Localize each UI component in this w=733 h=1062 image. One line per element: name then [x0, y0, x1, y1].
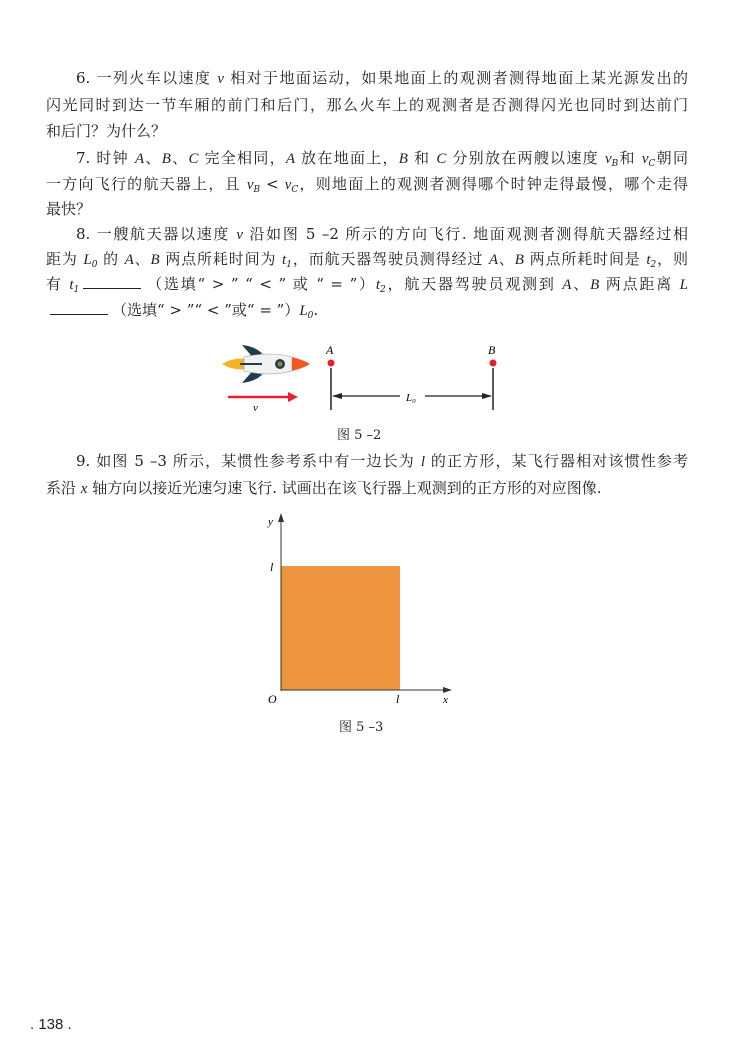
question-8-line [46, 274, 688, 300]
math-var: t [375, 277, 381, 293]
point-a-label: A [326, 343, 334, 357]
text-run: （选填“ > ” “ < ” 或 “ = ”） [145, 275, 376, 293]
figure-5-2-caption: 图 5 –2 [337, 428, 382, 443]
text-run: 两点距离 [599, 275, 680, 293]
math-subscript: 1 [73, 285, 80, 295]
text-run: 6. 一列火车以速度 [76, 69, 218, 87]
question-9-line [46, 451, 688, 472]
figure-5-2 [220, 335, 510, 420]
answer-blank [50, 300, 108, 315]
origin-label: O [268, 692, 277, 705]
text-run: . [313, 301, 319, 319]
math-subscript: B [611, 159, 619, 169]
math-symbol [436, 149, 446, 167]
point-a [328, 360, 335, 367]
x-axis-label: x [443, 694, 448, 705]
math-var: L [83, 252, 92, 268]
question-8-line [46, 300, 688, 326]
text-run: 、 [133, 250, 151, 268]
math-var: C [436, 151, 447, 167]
math-var: t [282, 252, 287, 268]
text-run: ，则 [656, 250, 688, 268]
math-var: A [285, 151, 296, 167]
figure-5-3 [255, 505, 465, 705]
math-subscript: 2 [650, 260, 657, 270]
question-8-line [46, 249, 688, 275]
rocket-icon [222, 345, 310, 383]
answer-blank [83, 274, 141, 289]
square [281, 566, 400, 690]
text-run: 8. 一艘航天器以速度 [76, 225, 237, 243]
text-run: 、 [571, 275, 591, 293]
text-run: 完全相同， [198, 149, 286, 167]
question-9-line [46, 478, 688, 499]
math-symbol [399, 149, 408, 167]
math-var: v [236, 227, 244, 243]
math-symbol [590, 275, 599, 293]
math-symbol [376, 275, 386, 293]
math-symbol [282, 250, 292, 268]
y-tick-label: l [270, 560, 274, 574]
math-symbol [285, 175, 299, 193]
text-run: ，航天器驾驶员观测到 [385, 275, 563, 293]
math-subscript: 0 [91, 260, 98, 270]
math-symbol [69, 275, 79, 293]
text-run: ，则地面上的观测者测得哪个时钟走得最慢，哪个走得 [298, 175, 688, 193]
question-7-line [46, 199, 688, 219]
question-7-line [46, 174, 688, 200]
text-run: 和后门？为什么？ [46, 122, 167, 140]
text-run: 一方向飞行的航天器上，且 [46, 175, 247, 193]
figure-5-3-caption: 图 5 –3 [339, 720, 384, 735]
velocity-label: v [253, 402, 258, 414]
math-var: v [641, 151, 649, 167]
math-symbol [135, 149, 144, 167]
math-var: L [299, 303, 308, 319]
math-symbol [642, 149, 656, 167]
math-var: l [420, 454, 425, 470]
math-symbol [83, 250, 97, 268]
text-run: 两点所耗时间是 [523, 250, 647, 268]
math-symbol [299, 301, 313, 319]
math-var: C [188, 151, 199, 167]
math-subscript: 0 [307, 311, 314, 321]
text-run: 、 [498, 250, 515, 268]
point-b [490, 360, 497, 367]
math-var: A [134, 151, 145, 167]
x-tick-label: l [396, 692, 400, 705]
math-var: v [284, 177, 292, 193]
text-run: 的 [97, 250, 125, 268]
math-var: L [679, 277, 688, 293]
text-run: 距为 [46, 250, 84, 268]
text-run: 系沿 [46, 479, 81, 497]
math-var: B [590, 277, 600, 293]
math-var: v [246, 177, 254, 193]
math-var: t [69, 277, 74, 293]
text-run: 和 [407, 149, 437, 167]
math-symbol [286, 149, 295, 167]
math-subscript: 1 [286, 260, 292, 270]
math-var: x [80, 481, 88, 497]
math-subscript: C [648, 159, 656, 169]
math-var: v [217, 71, 225, 87]
math-var: t [646, 252, 651, 268]
math-var: B [150, 252, 160, 268]
math-var: B [514, 252, 524, 268]
text-run: 轴方向以接近光速匀速飞行. 试画出在该飞行器上观测到的正方形的对应图像. [87, 479, 602, 497]
question-7-line [46, 148, 688, 174]
text-run: 有 [46, 275, 70, 293]
text-run: ，而航天器驾驶员测得经过 [291, 250, 489, 268]
math-subscript: B [253, 185, 261, 195]
text-run: 相对于地面运动，如果地面上的观测者测得地面上某光源发出的 [224, 69, 688, 87]
text-run: 沿如图 5 –2 所示的方向飞行. 地面观测者测得航天器经过相 [243, 225, 688, 243]
math-var: B [161, 151, 171, 167]
text-run: 闪光同时到达一节车厢的前门和后门，那么火车上的观测者是否测得闪光也同时到达前门 [46, 96, 688, 114]
text-run: 最快？ [46, 200, 92, 218]
question-6-line [46, 68, 688, 89]
page-number: . 138 . [30, 1016, 72, 1033]
question-8-line [46, 224, 688, 245]
text-run: 7. 时钟 [76, 149, 135, 167]
math-subscript: C [291, 185, 299, 195]
math-var: B [398, 151, 408, 167]
math-symbol [605, 149, 618, 167]
text-run: < [260, 175, 285, 193]
text-run: 朝同 [655, 149, 688, 167]
text-run: 9. 如图 5 –3 所示，某惯性参考系中有一边长为 [76, 452, 421, 470]
math-symbol [247, 175, 260, 193]
math-var: v [604, 151, 612, 167]
math-symbol [125, 250, 134, 268]
math-symbol [680, 275, 688, 293]
math-var: A [124, 252, 134, 268]
text-run: 的正方形，某飞行器相对该惯性参考 [424, 452, 688, 470]
distance-label: L₀ [406, 392, 416, 404]
math-symbol [188, 149, 198, 167]
math-var: A [562, 277, 572, 293]
math-symbol [646, 250, 656, 268]
math-subscript: 2 [380, 285, 386, 295]
y-axis-label: y [268, 516, 273, 528]
math-symbol [162, 149, 171, 167]
math-symbol [489, 250, 498, 268]
point-b-label: B [488, 343, 496, 357]
math-symbol [151, 250, 160, 268]
text-run: 两点所耗时间为 [159, 250, 283, 268]
text-run: （选填“ > ”“ < ”或“ = ”） [112, 301, 300, 319]
text-run: 分别放在两艘以速度 [446, 149, 605, 167]
question-6-line [46, 95, 688, 115]
text-run: 、 [170, 149, 189, 167]
question-6-line [46, 121, 688, 141]
math-symbol [515, 250, 524, 268]
text-run: 、 [144, 149, 162, 167]
math-var: A [488, 252, 499, 268]
text-run: 放在地面上， [295, 149, 399, 167]
text-run: 和 [618, 149, 642, 167]
